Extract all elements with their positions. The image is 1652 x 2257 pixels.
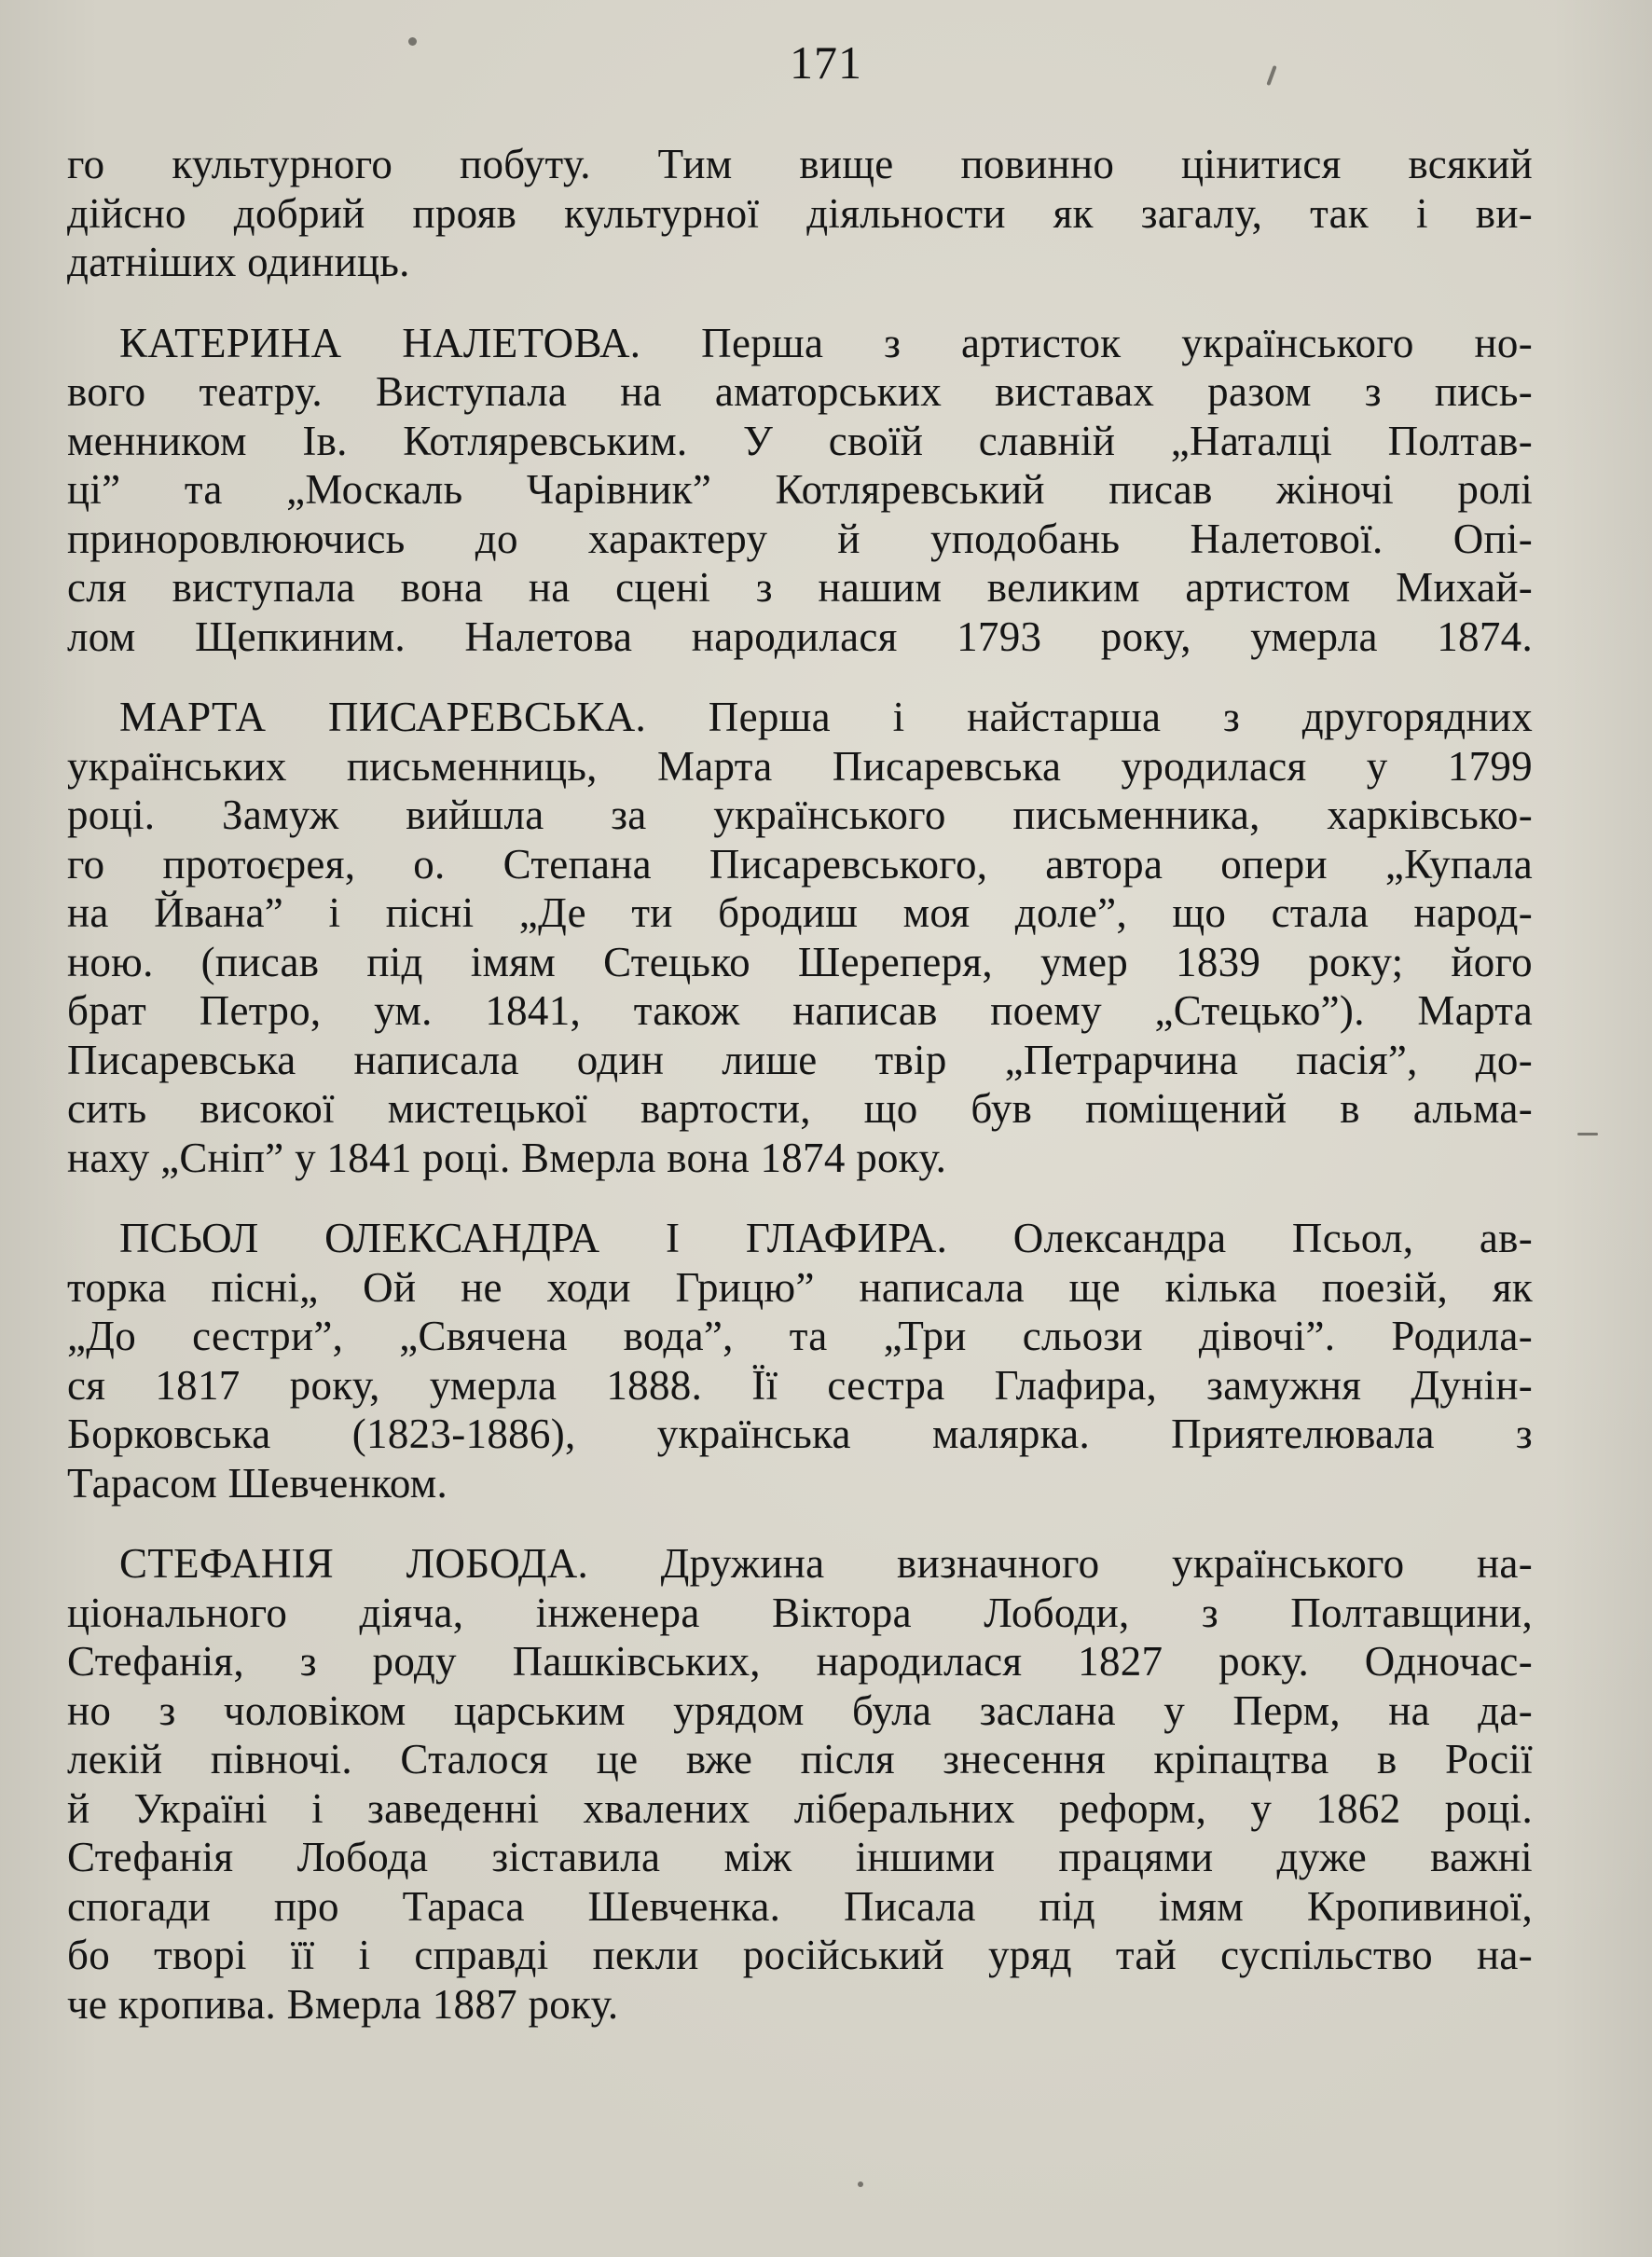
text-line: ПСЬОЛ ОЛЕКСАНДРА І ГЛАФИРА. Олександра Псьол, ав- <box>119 1215 1533 1261</box>
text-line: сить високої мистецької вартости, що був поміщений в альма- <box>67 1085 1533 1132</box>
text-line: Стефанія, з роду Пашківських, народилася 1827 року. Одночас- <box>67 1638 1533 1685</box>
text-line: торка пісні„ Ой не ходи Грицю” написала ще кілька поезій, як <box>67 1263 1533 1311</box>
paper-speck <box>1577 1133 1598 1135</box>
text-line: Стефанія Лобода зіставила між іншими працями дуже важні <box>67 1834 1533 1880</box>
paper-speck <box>858 2181 863 2187</box>
text-line: бо творі її і справді пекли російський уряд тай суспільство на- <box>67 1932 1533 1978</box>
text-line: ною. (писав під імям Стецько Шереперя, умер 1839 року; його <box>67 938 1533 985</box>
text-line: МАРТА ПИСАРЕВСЬКА. Перша і найстарша з другорядних <box>119 694 1533 740</box>
text-line: на Йвана” і пісні „Де ти бродиш моя доле”, що стала народ- <box>67 889 1533 936</box>
text-line: вого театру. Виступала на аматорських виставах разом з пись- <box>67 368 1533 415</box>
text-line: дійсно добрий прояв культурної діяльности як загалу, так і ви- <box>67 189 1533 237</box>
text-line: році. Замуж вийшла за українського письменника, харківсько- <box>67 791 1533 838</box>
paragraph-psol <box>67 1214 1533 1507</box>
text-line: Борковська (1823-1886), українська малярка. Приятелювала з <box>67 1411 1533 1457</box>
paragraph-pysarevska <box>67 693 1533 1182</box>
text-line: ці” та „Москаль Чарівник” Котляревський писав жіночі ролі <box>67 466 1533 513</box>
page-number: 171 <box>790 36 862 89</box>
text-line: „До сестри”, „Свячена вода”, та „Три сльози дівочі”. Родила- <box>67 1313 1533 1359</box>
paragraph-intro <box>67 140 1533 287</box>
text-line: брат Петро, ум. 1841, також написав поему „Стецько”). Марта <box>67 987 1533 1034</box>
text-line: но з чоловіком царським урядом була заслана у Перм, на да- <box>67 1686 1533 1734</box>
text-line: менником Ів. Котляревським. У своїй славній „Наталці Полтав- <box>67 417 1533 464</box>
text-line: Писаревська написала один лише твір „Петрарчина пасія”, до- <box>67 1036 1533 1083</box>
text-line: лом Щепкиним. Налетова народилася 1793 року, умерла 1874. <box>67 612 1533 660</box>
text-line: КАТЕРИНА НАЛЕТОВА. Перша з артисток українського но- <box>119 319 1533 366</box>
body-text <box>67 140 1533 2060</box>
text-line: й Україні і заведенні хвалених ліберальних реформ, у 1862 році. <box>67 1784 1533 1832</box>
text-line: наху „Сніп” у 1841 році. Вмерла вона 1874 року. <box>67 1134 947 1181</box>
text-line: приноровлюючись до характеру й уподобань Налетової. Опі- <box>67 515 1533 562</box>
paragraph-naletova <box>67 319 1533 662</box>
text-line: го протоєрея, о. Степана Писаревського, автора опери „Купала <box>67 840 1533 888</box>
text-line: сля виступала вона на сцені з нашим великим артистом Михай- <box>67 564 1533 611</box>
text-line: українських письменниць, Марта Писаревська уродилася у 1799 <box>67 742 1533 790</box>
text-line: ся 1817 року, умерла 1888. Її сестра Глафира, замужня Дунін- <box>67 1361 1533 1409</box>
text-line: датніших одиниць. <box>67 239 410 285</box>
paragraph-loboda <box>67 1539 1533 2029</box>
text-line: го культурного побуту. Тим вище повинно цінитися всякий <box>67 141 1533 187</box>
text-line: ціонального діяча, інженера Віктора Лободи, з Полтавщини, <box>67 1589 1533 1636</box>
text-line: спогади про Тараса Шевченка. Писала під імям Кропивиної, <box>67 1882 1533 1930</box>
text-line: Тарасом Шевченком. <box>67 1459 448 1507</box>
text-line: лекій півночі. Сталося це вже після знесення кріпацтва в Росії <box>67 1736 1533 1782</box>
text-line: СТЕФАНІЯ ЛОБОДА. Дружина визначного українського на- <box>119 1540 1533 1587</box>
text-line: че кропива. Вмерла 1887 року. <box>67 1980 619 2028</box>
